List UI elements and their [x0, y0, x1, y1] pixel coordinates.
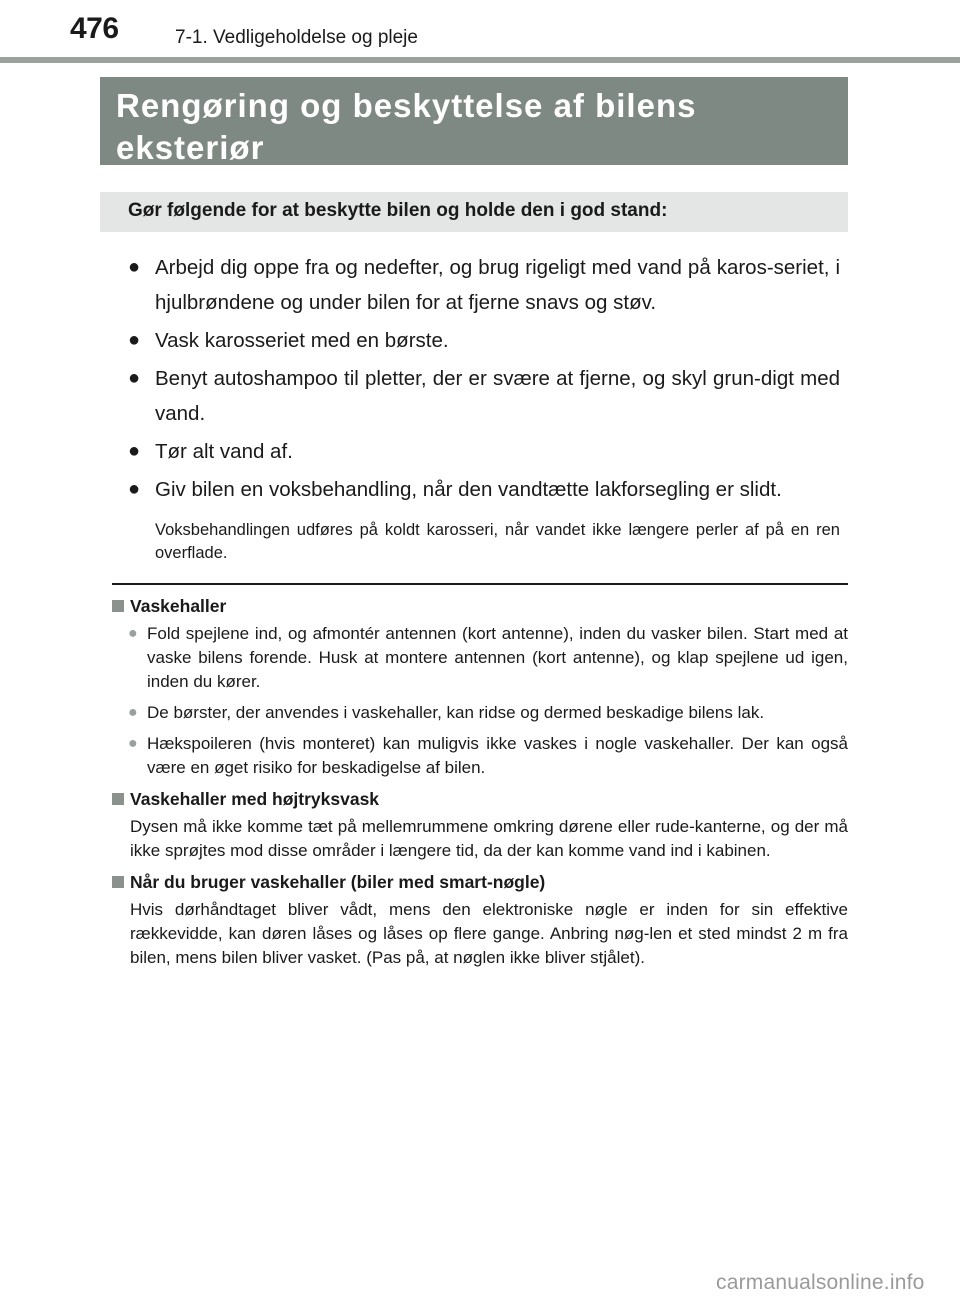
- page-number: 476: [70, 12, 119, 45]
- section-heading-high-pressure: [112, 787, 848, 811]
- main-list: [128, 250, 840, 510]
- main-list-item: [128, 323, 840, 358]
- sub-list-item: [112, 622, 848, 694]
- intro-box: [100, 192, 848, 232]
- bullet-icon: ●: [128, 367, 141, 389]
- sub-item-text: Fold spejlene ind, og afmontér antennen (kort antenne), inden du vasker bilen. Start med at vaske bilens forende. Husk at montere antennen (kort antenne), og klap spejlene ud igen, inden du kører.: [147, 624, 848, 691]
- main-list-item: [128, 250, 840, 320]
- bullet-icon: ●: [128, 440, 141, 462]
- notes-section: [112, 594, 848, 977]
- section-heading-smart-key: [112, 870, 848, 894]
- main-list-item: [128, 361, 840, 431]
- section-paragraph: Dysen må ikke komme tæt på mellemrummene omkring dørene eller rude-kanterne, og der må ikke sprøjtes mod disse områder i længere tid, da der kan komme vand ind i kabinen.: [130, 817, 848, 860]
- page-header: [0, 0, 960, 60]
- bullet-icon: ●: [128, 704, 138, 721]
- section-paragraph: Hvis dørhåndtaget bliver vådt, mens den elektroniske nøgle er inden for sin effektive rækkevidde, kan døren låses og låses op flere gange. Anbring nøg-len et sted mindst 2 m fra bilen, mens bilen bliver vasket. (Pas på, at nøglen ikke bliver stjålet).: [130, 900, 848, 967]
- main-item-text: Giv bilen en voksbehandling, når den vandtætte lakforsegling er slidt.: [155, 478, 782, 501]
- section-heading-text: Vaskehaller med højtryksvask: [130, 789, 380, 809]
- sub-list-item: [112, 732, 848, 780]
- intro-text: Gør følgende for at beskytte bilen og holde den i god stand:: [128, 200, 668, 221]
- bullet-icon: ●: [128, 256, 141, 278]
- chapter-title: 7-1. Vedligeholdelse og pleje: [175, 27, 418, 48]
- sub-list-item: [112, 701, 848, 725]
- sub-item-text: De børster, der anvendes i vaskehaller, kan ridse og dermed beskadige bilens lak.: [147, 703, 765, 722]
- main-item-text: Tør alt vand af.: [155, 440, 293, 463]
- bullet-icon: ●: [128, 625, 138, 642]
- section-title-line2: eksteriør: [116, 129, 265, 166]
- section-title-line1: Rengøring og beskyttelse af bilens: [116, 87, 697, 124]
- main-item-text: Vask karosseriet med en børste.: [155, 329, 449, 352]
- bullet-icon: ●: [128, 329, 141, 351]
- bullet-icon: ●: [128, 478, 141, 500]
- square-bullet-icon: [112, 793, 124, 805]
- main-list-item: [128, 472, 840, 507]
- sub-item-text: Hækspoileren (hvis monteret) kan muligvis ikke vaskes i nogle vaskehaller. Der kan også være en øget risiko for beskadigelse af bilen.: [147, 734, 848, 777]
- section-heading-text: Når du bruger vaskehaller (biler med smart-nøgle): [130, 872, 546, 892]
- section-divider: [112, 583, 848, 585]
- header-rule: [0, 57, 960, 63]
- main-item-text: Benyt autoshampoo til pletter, der er svære at fjerne, og skyl grun-digt med vand.: [155, 367, 840, 425]
- main-item-text: Arbejd dig oppe fra og nedefter, og brug rigeligt med vand på karos-seriet, i hjulbrøndene og under bilen for at fjerne snavs og støv.: [155, 256, 840, 314]
- watermark: carmanualsonline.info: [716, 1271, 925, 1294]
- square-bullet-icon: [112, 600, 124, 612]
- section-heading-text: Vaskehaller: [130, 596, 227, 616]
- square-bullet-icon: [112, 876, 124, 888]
- bullet-icon: ●: [128, 735, 138, 752]
- main-list-item: [128, 434, 840, 469]
- wax-note: Voksbehandlingen udføres på koldt karosseri, når vandet ikke længere perler af på en ren overflade.: [155, 521, 840, 562]
- section-title-box: [100, 77, 848, 165]
- section-heading-car-wash: [112, 594, 848, 618]
